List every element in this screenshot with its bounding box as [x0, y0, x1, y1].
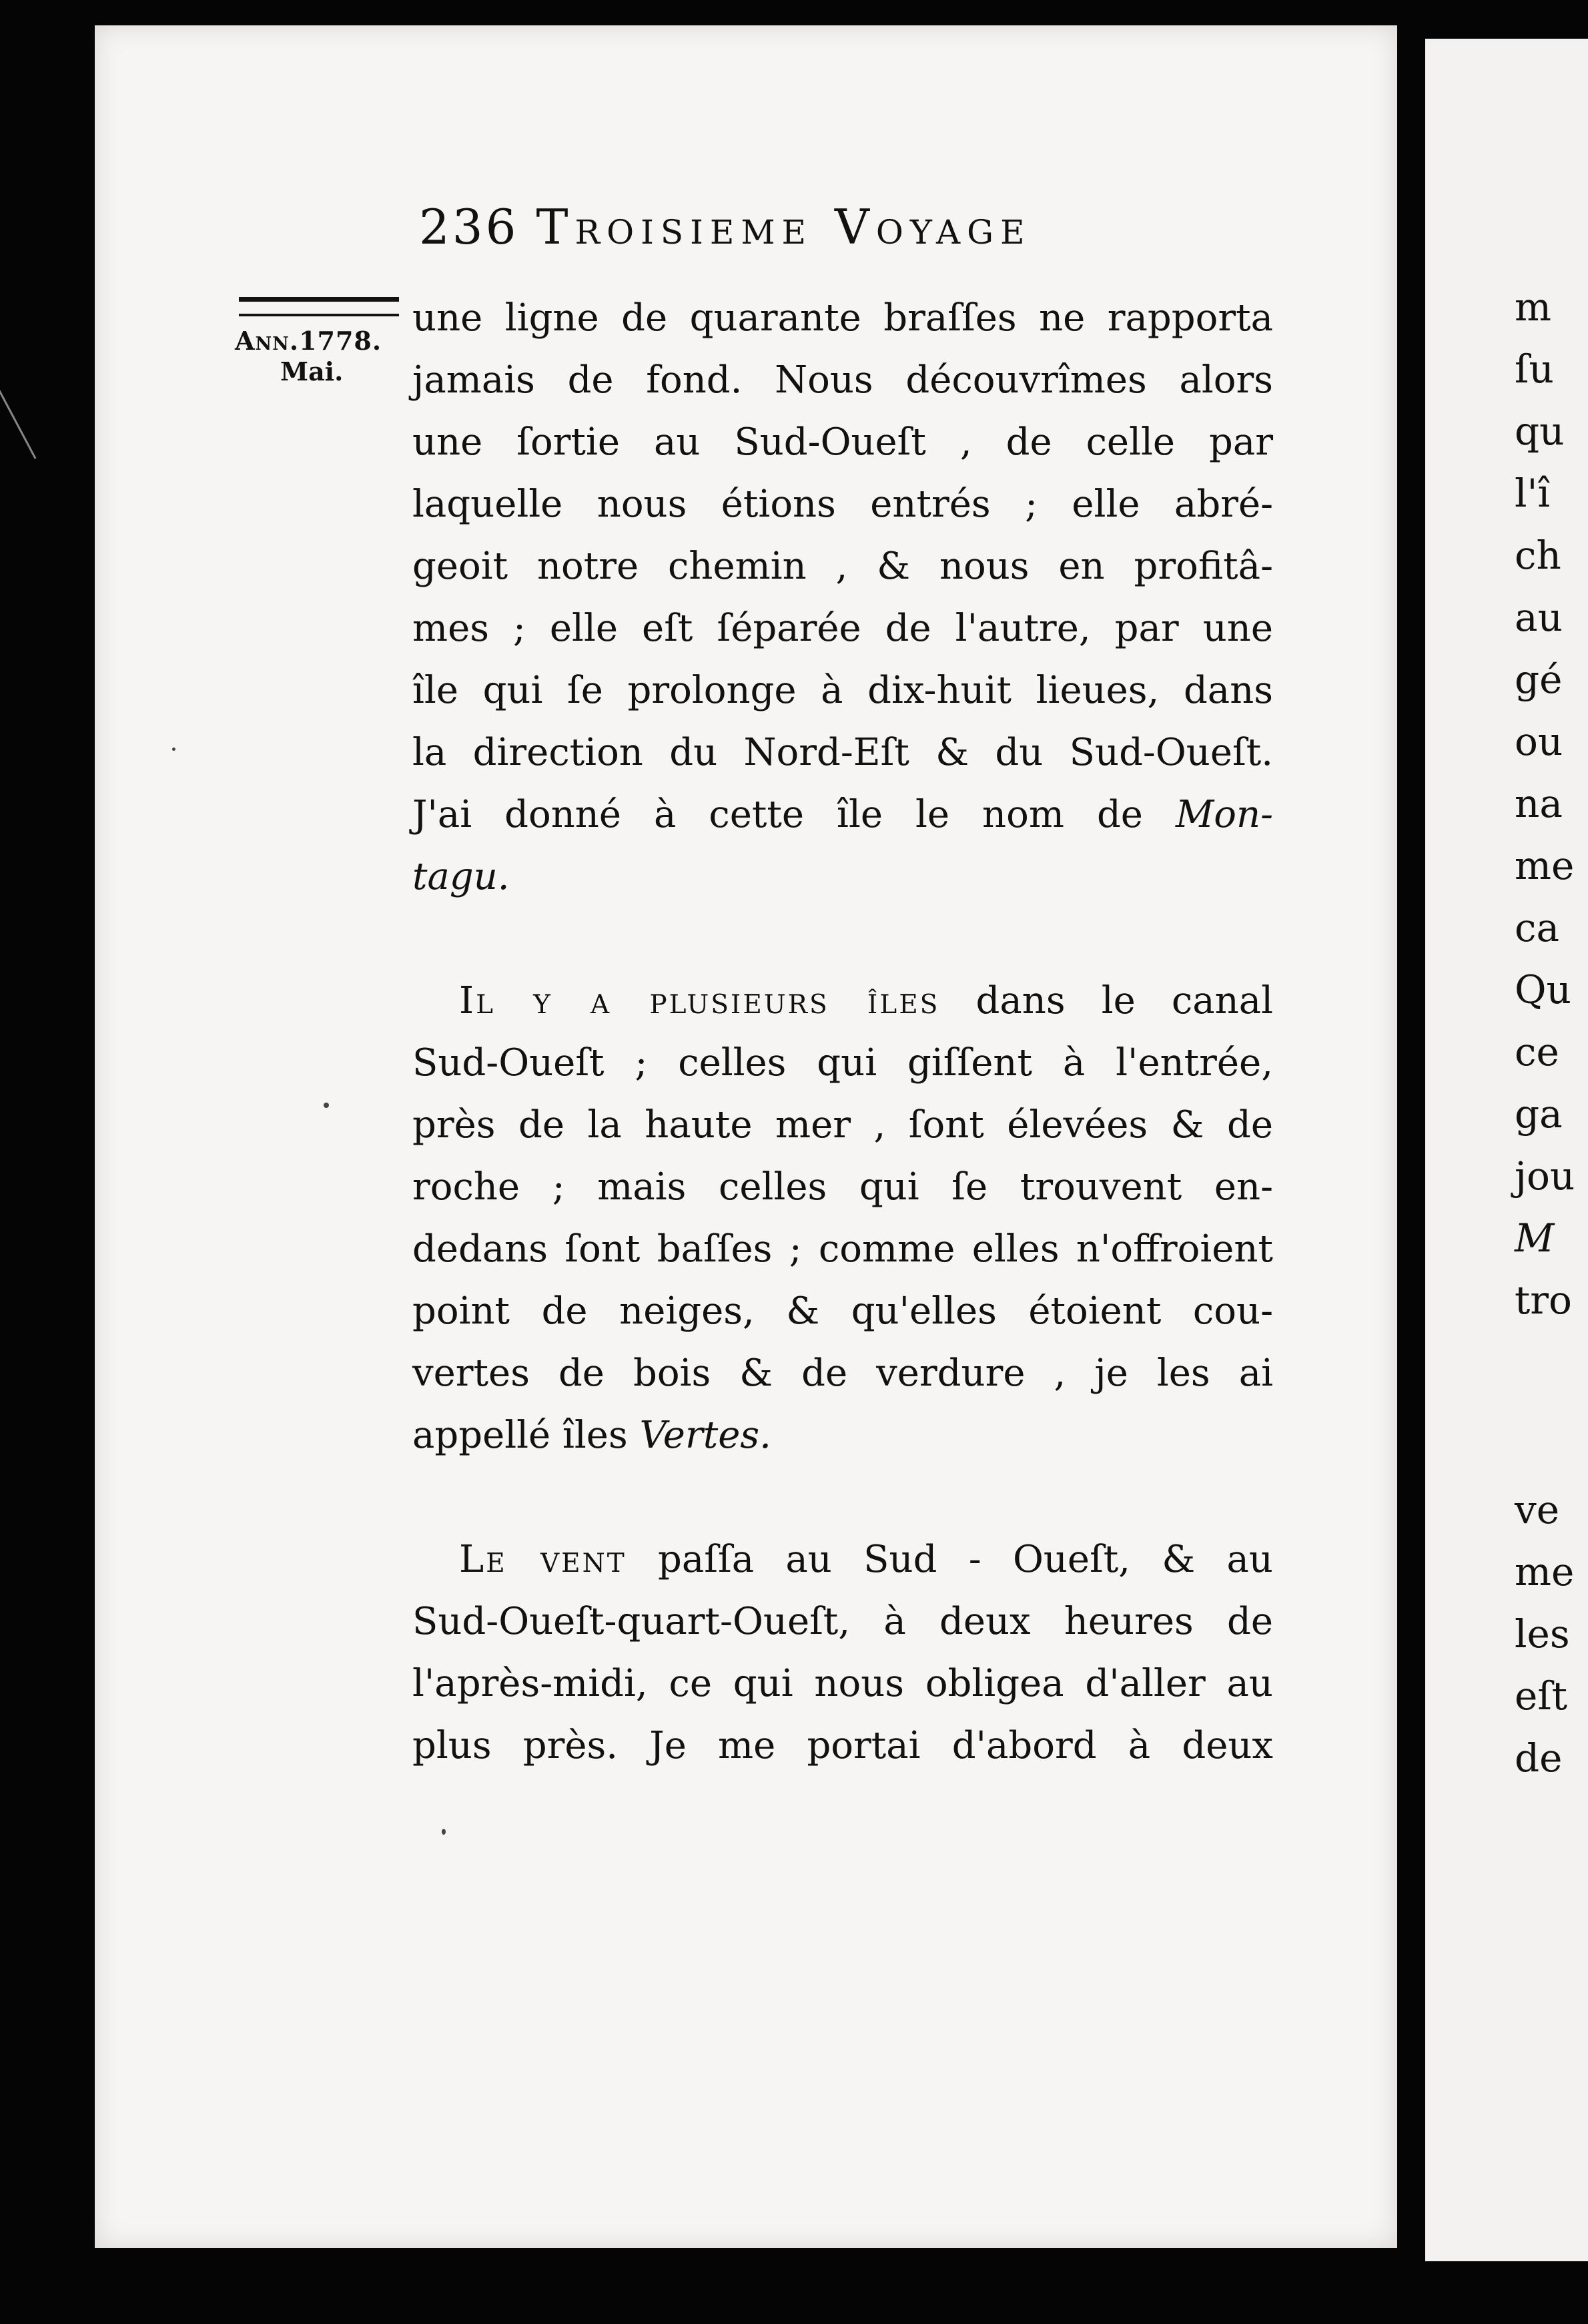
- text-line: mes ; elle eſt ſéparée de l'autre, par une: [412, 607, 1273, 650]
- italic-text: Mon-: [1175, 793, 1273, 836]
- text-line: [412, 970, 1273, 1032]
- text-line: dedans ſont baſſes ; comme elles n'offroient: [412, 1227, 1273, 1271]
- paragraph-lead: Il y a plusieurs îles: [459, 979, 940, 1023]
- text-line: point de neiges, & qu'elles étoient cou-: [412, 1289, 1273, 1333]
- text-line: près de la haute mer , ſont élevées & de: [412, 1103, 1273, 1147]
- facing-page-fragment: ca: [1515, 905, 1560, 950]
- paragraph-lead: Le vent: [459, 1538, 627, 1581]
- facing-page-fragment: na: [1515, 781, 1563, 826]
- facing-page-fragment: M: [1515, 1215, 1555, 1261]
- paper-speck: [442, 1829, 446, 1835]
- facing-page-fragment: ga: [1515, 1091, 1563, 1137]
- paper-speck: [172, 748, 175, 751]
- facing-page-fragment: les: [1515, 1611, 1570, 1657]
- line-text: paſſa au Sud - Oueſt, & au: [626, 1538, 1274, 1581]
- text-line: roche ; mais celles qui ſe trouvent en-: [412, 1165, 1273, 1209]
- text-line: vertes de bois & de verdure , je les ai: [412, 1352, 1273, 1395]
- text-line: une ligne de quarante braſſes ne rapporta: [412, 296, 1273, 340]
- running-title: Troisieme Voyage: [536, 199, 1032, 255]
- text-line: une ſortie au Sud-Oueſt , de celle par: [412, 420, 1273, 464]
- text-line: plus près. Je me portai d'abord à deux: [412, 1724, 1273, 1767]
- margin-note-month: Mai.: [280, 356, 344, 386]
- text-line: jamais de fond. Nous découvrîmes alors: [412, 358, 1273, 402]
- facing-page-fragment: me: [1515, 1549, 1575, 1594]
- facing-page-fragment: jou: [1515, 1153, 1575, 1199]
- margin-note: [235, 326, 402, 387]
- text-line: [412, 1528, 1273, 1590]
- facing-page-fragment: l'î: [1515, 471, 1551, 516]
- margin-note-year: Ann.1778.: [235, 326, 382, 356]
- paper-speck: [324, 1103, 329, 1108]
- facing-page-fragment: ſu: [1515, 346, 1554, 392]
- facing-page-fragment: qu: [1515, 408, 1565, 454]
- text-line: geoit notre chemin , & nous en profitâ-: [412, 545, 1273, 588]
- text-line: laquelle nous étions entrés ; elle abré-: [412, 483, 1273, 526]
- facing-page-fragment: me: [1515, 843, 1575, 888]
- film-scratch: [0, 342, 77, 459]
- page-number: 236: [419, 199, 519, 255]
- line-text: dans le canal: [939, 979, 1274, 1023]
- text-line: l'après-midi, ce qui nous obligea d'aller au: [412, 1662, 1273, 1705]
- italic-text: Vertes.: [639, 1414, 771, 1457]
- text-line: Sud-Oueſt-quart-Oueſt, à deux heures de: [412, 1600, 1273, 1643]
- right-book-page-edge: [1425, 39, 1588, 2261]
- facing-page-fragment: de: [1515, 1735, 1563, 1781]
- paragraph-gap: [412, 1466, 1273, 1528]
- facing-page-fragment: Qu: [1515, 967, 1571, 1012]
- facing-page-fragment: tro: [1515, 1277, 1572, 1323]
- text-line: Sud-Oueſt ; celles qui giſſent à l'entrée,: [412, 1041, 1273, 1085]
- paragraph-gap: [412, 908, 1273, 970]
- text-line: la direction du Nord-Eſt & du Sud-Oueſt.: [412, 731, 1273, 774]
- running-head: [419, 200, 1032, 254]
- facing-page-fragment: m: [1515, 284, 1551, 330]
- facing-page-fragment: gé: [1515, 657, 1563, 702]
- facing-page-fragment: eſt: [1515, 1673, 1568, 1719]
- line-text: appellé îles: [412, 1414, 628, 1457]
- text-line: île qui ſe prolonge à dix-huit lieues, dans: [412, 669, 1273, 712]
- text-line: [412, 1404, 1273, 1466]
- facing-page-fragment: au: [1515, 595, 1563, 640]
- facing-page-fragment: ch: [1515, 533, 1561, 578]
- facing-page-fragment: ve: [1515, 1487, 1560, 1532]
- text-line: tagu.: [412, 855, 510, 898]
- margin-double-rule: [239, 297, 399, 316]
- facing-page-fragment: ce: [1515, 1029, 1559, 1075]
- facing-page-fragment: ou: [1515, 719, 1563, 764]
- body-text: [412, 287, 1273, 1777]
- line-text: J'ai donné à cette île le nom de: [412, 793, 1143, 836]
- text-line: [412, 784, 1273, 846]
